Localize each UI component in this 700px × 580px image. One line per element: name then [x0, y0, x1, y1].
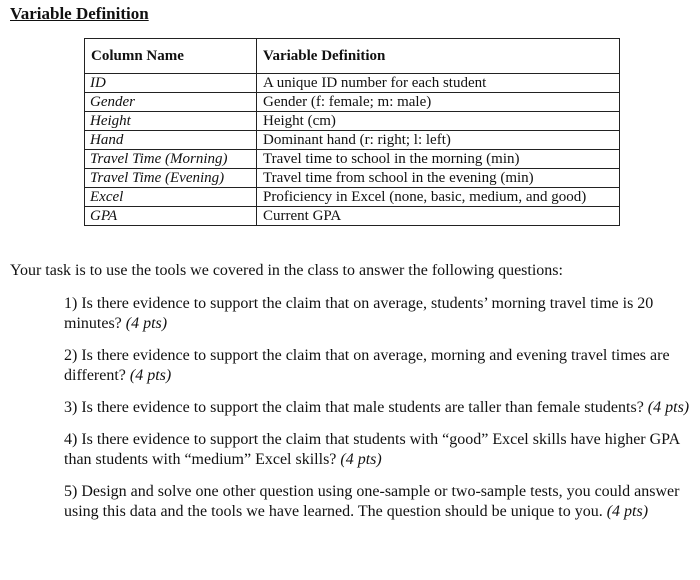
question-text: 1) Is there evidence to support the claim that on average, students’ morning travel time is 20 minutes?	[64, 295, 654, 332]
cell-definition: Travel time to school in the morning (min)	[257, 150, 620, 169]
table-row	[85, 74, 620, 93]
question-list	[64, 294, 694, 534]
table-row	[85, 169, 620, 188]
cell-column-name: Hand	[85, 131, 257, 150]
question-item	[64, 294, 694, 334]
table-row	[85, 150, 620, 169]
cell-definition: Height (cm)	[257, 112, 620, 131]
cell-definition: A unique ID number for each student	[257, 74, 620, 93]
question-points: (4 pts)	[129, 367, 172, 384]
table-row	[85, 188, 620, 207]
question-points: (4 pts)	[125, 315, 168, 332]
question-item	[64, 482, 694, 522]
column-header-definition: Variable Definition	[257, 39, 620, 74]
question-text: 2) Is there evidence to support the claim that on average, morning and evening travel times are different?	[64, 347, 670, 384]
cell-column-name: ID	[85, 74, 257, 93]
cell-column-name: Excel	[85, 188, 257, 207]
variable-table	[84, 38, 620, 226]
table-header-row	[85, 39, 620, 74]
table-row	[85, 112, 620, 131]
cell-definition: Proficiency in Excel (none, basic, medium, and good)	[257, 188, 620, 207]
cell-column-name: Travel Time (Evening)	[85, 169, 257, 188]
page-heading: Variable Definition	[10, 4, 149, 23]
question-item	[64, 430, 694, 470]
question-text: 3) Is there evidence to support the claim that male students are taller than female students?	[64, 399, 644, 416]
column-header-name: Column Name	[85, 39, 257, 74]
cell-column-name: Travel Time (Morning)	[85, 150, 257, 169]
question-item	[64, 346, 694, 386]
cell-column-name: Height	[85, 112, 257, 131]
question-points: (4 pts)	[606, 503, 649, 520]
table-row	[85, 207, 620, 226]
table-row	[85, 131, 620, 150]
question-item	[64, 398, 694, 418]
cell-definition: Gender (f: female; m: male)	[257, 93, 620, 112]
cell-column-name: Gender	[85, 93, 257, 112]
task-intro: Your task is to use the tools we covered in the class to answer the following questions:	[10, 262, 563, 279]
cell-definition: Dominant hand (r: right; l: left)	[257, 131, 620, 150]
question-points: (4 pts)	[340, 451, 382, 468]
cell-definition: Travel time from school in the evening (min)	[257, 169, 620, 188]
question-points: (4 pts)	[647, 399, 690, 416]
question-text: 4) Is there evidence to support the claim that students with “good” Excel skills have higher GPA than students with “medium” Excel skills?	[64, 431, 680, 468]
cell-column-name: GPA	[85, 207, 257, 226]
cell-definition: Current GPA	[257, 207, 620, 226]
question-text: 5) Design and solve one other question using one-sample or two-sample tests, you could answer using this data and the tools we have learned. The question should be unique to you.	[64, 483, 680, 520]
table-row	[85, 93, 620, 112]
